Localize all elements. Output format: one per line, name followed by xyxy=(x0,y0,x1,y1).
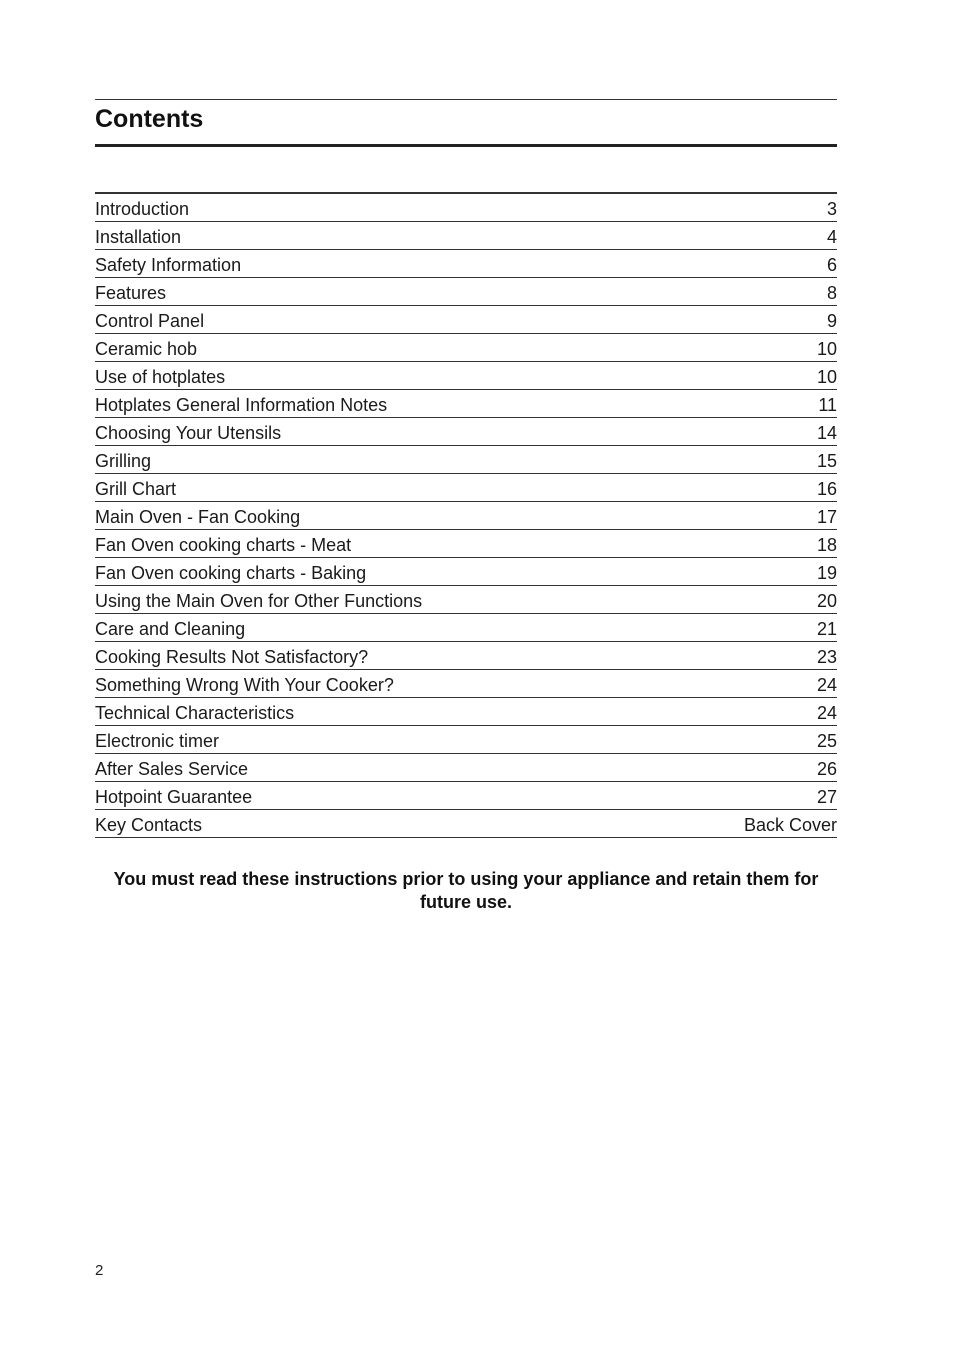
toc-row xyxy=(95,390,837,418)
toc-entry-label: Installation xyxy=(95,227,182,247)
toc-entry-page: Back Cover xyxy=(743,815,837,835)
toc-row xyxy=(95,446,837,474)
toc-row xyxy=(95,222,837,250)
toc-row xyxy=(95,362,837,390)
toc-entry-page: 21 xyxy=(816,619,837,639)
toc-entry-label: Using the Main Oven for Other Functions xyxy=(95,591,423,611)
toc-row xyxy=(95,810,837,838)
toc-entry-page: 26 xyxy=(816,759,837,779)
toc-entry-label: Use of hotplates xyxy=(95,367,226,387)
toc-row xyxy=(95,530,837,558)
title-block xyxy=(95,99,837,147)
toc-row xyxy=(95,698,837,726)
toc-row xyxy=(95,418,837,446)
toc-row xyxy=(95,670,837,698)
toc-entry-label: After Sales Service xyxy=(95,759,249,779)
toc-entry-label: Hotplates General Information Notes xyxy=(95,395,388,415)
toc-entry-page: 24 xyxy=(816,703,837,723)
read-instructions-notice: You must read these instructions prior to using your appliance and retain them for future use. xyxy=(113,869,819,912)
toc-entry-page: 16 xyxy=(816,479,837,499)
toc-entry-label: Fan Oven cooking charts - Meat xyxy=(95,535,352,555)
toc-row xyxy=(95,782,837,810)
toc-row xyxy=(95,334,837,362)
toc-entry-label: Care and Cleaning xyxy=(95,619,246,639)
toc-entry-label: Electronic timer xyxy=(95,731,220,751)
toc-row xyxy=(95,250,837,278)
toc-row xyxy=(95,754,837,782)
toc-entry-label: Features xyxy=(95,283,167,303)
toc-entry-page: 20 xyxy=(816,591,837,611)
page-number: 2 xyxy=(95,1262,104,1279)
toc-entry-page: 24 xyxy=(816,675,837,695)
toc-entry-label: Safety Information xyxy=(95,255,242,275)
toc-entry-page: 3 xyxy=(826,199,837,219)
toc-row xyxy=(95,642,837,670)
toc-entry-label: Key Contacts xyxy=(95,815,203,835)
toc-entry-label: Technical Characteristics xyxy=(95,703,295,723)
toc-entry-page: 14 xyxy=(816,423,837,443)
table-of-contents xyxy=(95,192,837,838)
page-title: Contents xyxy=(95,105,204,133)
toc-entry-label: Introduction xyxy=(95,199,190,219)
toc-row xyxy=(95,502,837,530)
toc-entry-page: 19 xyxy=(816,563,837,583)
toc-entry-label: Hotpoint Guarantee xyxy=(95,787,253,807)
toc-entry-page: 11 xyxy=(818,395,837,415)
toc-row xyxy=(95,278,837,306)
toc-entry-label: Grilling xyxy=(95,451,152,471)
toc-entry-page: 18 xyxy=(816,535,837,555)
toc-entry-label: Something Wrong With Your Cooker? xyxy=(95,675,394,695)
toc-entry-page: 10 xyxy=(816,367,837,387)
toc-entry-page: 25 xyxy=(816,731,837,751)
toc-entry-label: Control Panel xyxy=(95,311,205,331)
toc-row xyxy=(95,306,837,334)
toc-entry-label: Grill Chart xyxy=(95,479,177,499)
toc-entry-page: 15 xyxy=(816,451,837,471)
toc-row xyxy=(95,614,837,642)
toc-entry-page: 9 xyxy=(826,311,837,331)
toc-entry-page: 4 xyxy=(826,227,837,247)
toc-entry-page: 10 xyxy=(816,339,837,359)
toc-entry-page: 17 xyxy=(816,507,837,527)
toc-entry-page: 8 xyxy=(826,283,837,303)
toc-entry-page: 23 xyxy=(816,647,837,667)
toc-entry-label: Choosing Your Utensils xyxy=(95,423,282,443)
toc-entry-page: 27 xyxy=(816,787,837,807)
toc-entry-page: 6 xyxy=(826,255,837,275)
toc-entry-label: Fan Oven cooking charts - Baking xyxy=(95,563,367,583)
toc-row xyxy=(95,194,837,222)
toc-row xyxy=(95,558,837,586)
toc-row xyxy=(95,726,837,754)
toc-entry-label: Cooking Results Not Satisfactory? xyxy=(95,647,369,667)
toc-entry-label: Main Oven - Fan Cooking xyxy=(95,507,301,527)
toc-row xyxy=(95,474,837,502)
toc-row xyxy=(95,586,837,614)
toc-entry-label: Ceramic hob xyxy=(95,339,198,359)
